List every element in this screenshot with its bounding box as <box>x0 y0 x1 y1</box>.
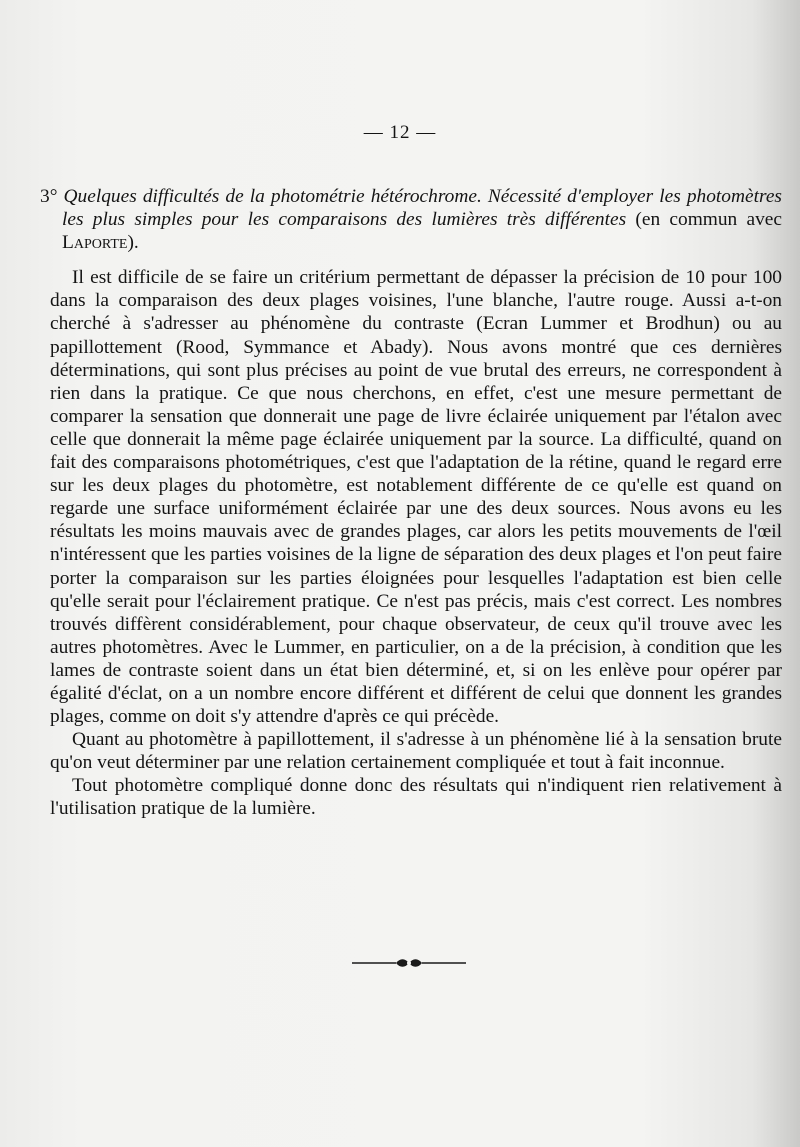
body-text <box>40 185 782 821</box>
section-credit-close: ). <box>127 232 139 254</box>
paragraph-1: Il est difficile de se faire un critérium permettant de dépasser la précision de 10 pour 100 dans la comparaison des deux plages voisines, l'une blanche, l'autre rouge. Aussi a-t-on cherché à s'adresser au phénomène du contraste (Ecran Lummer et Brodhun) ou au papillottement (Rood, Symmance et Abady). Nous avons montré que ces dernières déterminations, qui sont plus précises au point de vue brutal des erreurs, ne correspondent à rien dans la pratique. Ce que nous cherchons, en effet, c'est une mesure permettant de comparer la sensation que donnerait une page de livre éclairée uniquement par l'étalon avec celle que donnerait la même page éclairée uniquement par la source. La difficulté, quand on fait des comparaisons photométriques, c'est que l'adaptation de la rétine, quand le regard erre sur les deux plages du photomètre, est notablement différente de ce qu'elle est quand on regarde une surface uniformément éclairée par une des deux sources. Nous avons eu les résultats les moins mauvais avec de grandes plages, car alors les petits mouvements de l'œil n'intéressent que les parties voisines de la ligne de séparation des deux plages et l'on peut faire porter la comparaison sur les parties éloignées pour lesquelles l'adaptation est bien celle qu'elle serait pour l'éclairement pratique. Ce n'est pas précis, mais c'est correct. Les nombres trouvés diffèrent considérablement, pour chaque observateur, de ceux qu'il trouve avec les autres photomètres. Avec le Lummer, en particulier, on a de la précision, à condition que les lames de contraste soient dans un état bien déterminé, et, si on les enlève pour opérer par égalité d'éclat, on a un nombre encore différent et différent de celui que donnent les grandes plages, comme on doit s'y attendre d'après ce qui précède. <box>50 267 782 728</box>
section-title: Quelques difficultés de la photométrie hétérochrome. Nécessité d'employer les photomètres les plus simples pour les comparaisons des lumières très différentes <box>62 186 782 231</box>
section-number: 3° <box>40 186 58 207</box>
section-credit-open: (en commun avec <box>635 209 782 231</box>
paragraph-3: Tout photomètre compliqué donne donc des résultats qui n'indiquent rien relativement à l'utilisation pratique de la lumière. <box>50 775 782 820</box>
page-number: — 12 — <box>363 122 437 143</box>
paragraph-2: Quant au photomètre à papillottement, il s'adresse à un phénomène lié à la sensation brute qu'on veut déterminer par une relation certainement compliquée et tout à fait inconnue. <box>50 729 782 774</box>
flourish-ornament-icon <box>352 957 466 969</box>
section-author: Laporte <box>62 232 128 254</box>
section-heading <box>40 185 782 254</box>
